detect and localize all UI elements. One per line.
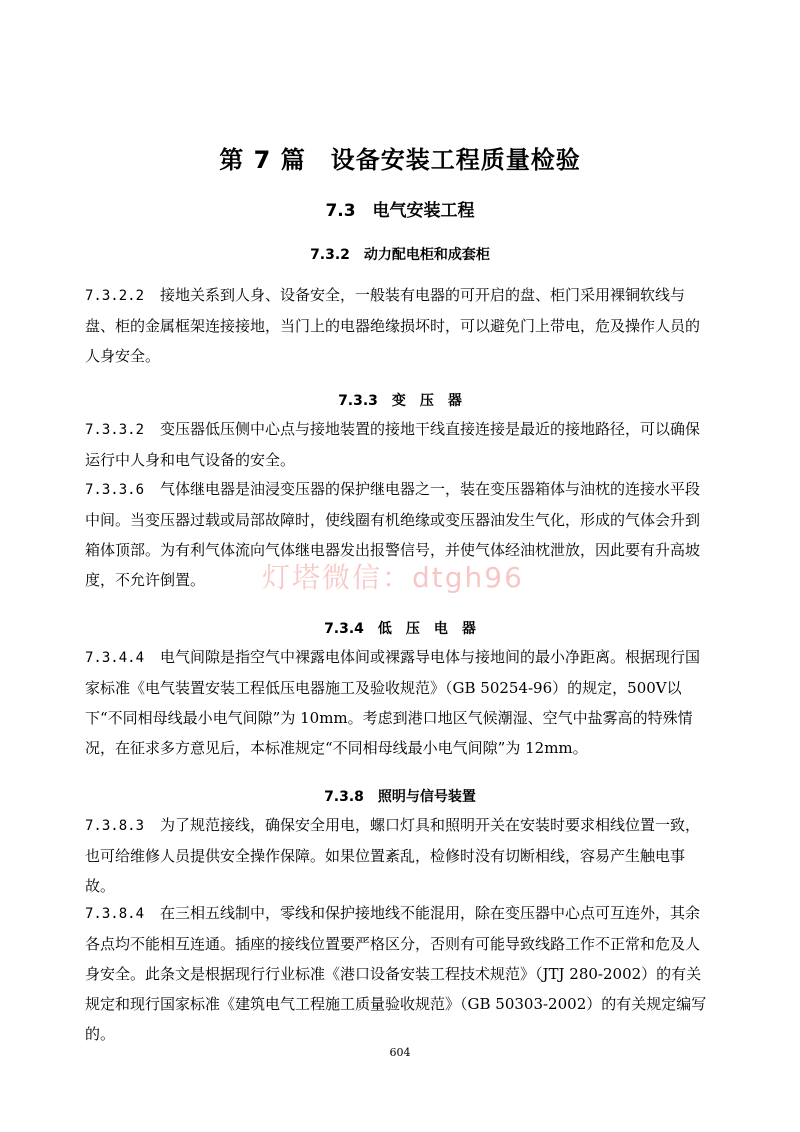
clause-number: 7.3.8.4 bbox=[85, 906, 145, 922]
section-heading: 7.3 电气安装工程 bbox=[325, 201, 475, 221]
clause-number: 7.3.3.2 bbox=[85, 422, 145, 438]
chapter-title: 第 7 篇 设备安装工程质量检验 bbox=[219, 146, 581, 174]
paragraph-7-3-2-2 bbox=[85, 280, 709, 371]
clause-number: 7.3.3.6 bbox=[85, 482, 145, 498]
subsection-heading-7-3-4: 7.3.4 低 压 电 器 bbox=[324, 621, 476, 637]
clause-text: 在三相五线制中，零线和保护接地线不能混用，除在变压器中心点可互连外，其余各点均不能相互连通。插座的接线位置要严格区分，否则有可能导致线路工作不正常和危及人身安全。此条文是根据现行行业标准《港口设备安装工程技术规范》（JTJ 280-2002）的有关规定和现行国家标准《建筑电气工程施工质量验收规范》（GB 50303-2002）的有关规定编写的。 bbox=[85, 904, 707, 1043]
clause-number: 7.3.4.4 bbox=[85, 650, 145, 666]
subsection-heading-7-3-3: 7.3.3 变 压 器 bbox=[338, 393, 462, 409]
subsection-heading-7-3-8: 7.3.8 照明与信号装置 bbox=[324, 789, 476, 805]
page-number: 604 bbox=[389, 1046, 411, 1059]
clause-number: 7.3.2.2 bbox=[85, 288, 145, 304]
subsection-heading-7-3-2: 7.3.2 动力配电柜和成套柜 bbox=[310, 247, 490, 263]
paragraph-7-3-8-3 bbox=[85, 810, 709, 901]
clause-text: 接地关系到人身、设备安全，一般装有电器的可开启的盘、柜门采用裸铜软线与盘、柜的金属框架连接接地，当门上的电器绝缘损坏时，可以避免门上带电，危及操作人员的人身安全。 bbox=[85, 286, 701, 365]
clause-text: 电气间隙是指空气中裸露电体间或裸露导电体与接地间的最小净距离。根据现行国家标准《电气装置安装工程低压电器施工及验收规范》（GB 50254-96）的规定，500V以下“不同相母线最小电气间隙”为 10mm。考虑到港口地区气候潮湿、空气中盐雾高的特殊情况，在征求多方意见后，本标准规定“不同相母线最小电气间隙”为 12mm。 bbox=[85, 648, 701, 757]
watermark: 灯塔微信：dtgh96 bbox=[262, 561, 524, 594]
paragraph-7-3-3-2 bbox=[85, 414, 709, 475]
clause-text: 为了规范接线，确保安全用电，螺口灯具和照明开关在安装时要求相线位置一致，也可给维修人员提供安全操作保障。如果位置紊乱，检修时没有切断相线，容易产生触电事故。 bbox=[85, 816, 701, 895]
clause-number: 7.3.8.3 bbox=[85, 818, 145, 834]
paragraph-7-3-8-4 bbox=[85, 898, 709, 1049]
paragraph-7-3-4-4 bbox=[85, 642, 709, 763]
clause-text: 气体继电器是油浸变压器的保护继电器之一，装在变压器箱体与油枕的连接水平段中间。当变压器过载或局部故障时，使线圈有机绝缘或变压器油发生气化，形成的气体会升到箱体顶部。为有利气体流向气体继电器发出报警信号，并使气体经油枕泄放，因此要有升高坡度，不允许倒置。 bbox=[85, 480, 701, 589]
clause-text: 变压器低压侧中心点与接地装置的接地干线直接连接是最近的接地路径，可以确保运行中人身和电气设备的安全。 bbox=[85, 420, 701, 469]
